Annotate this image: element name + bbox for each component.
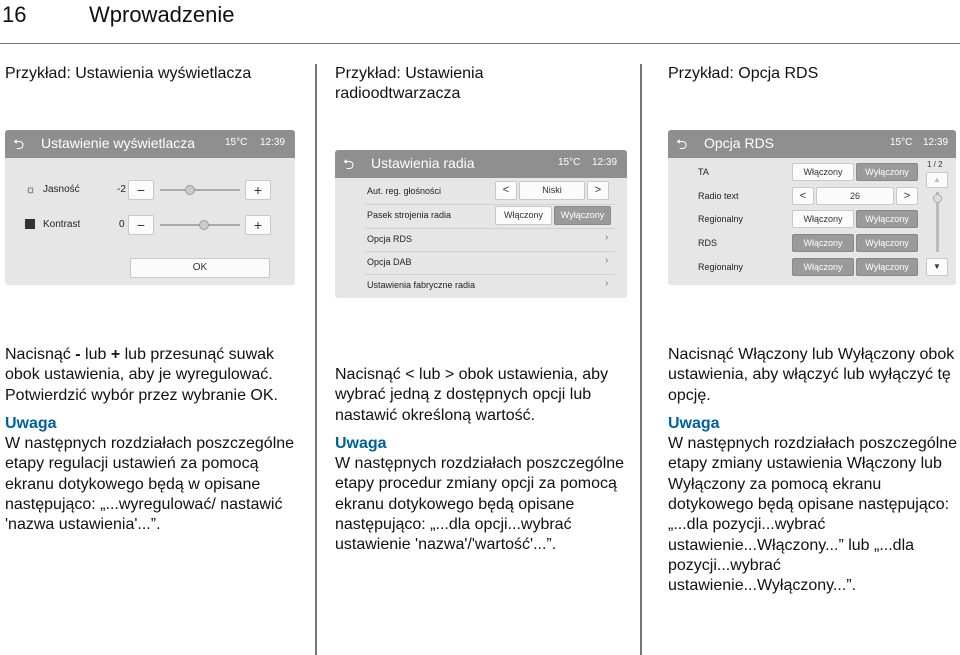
divider bbox=[365, 204, 615, 205]
off-term: Wyłączony bbox=[668, 475, 746, 493]
contrast-plus-button[interactable]: + bbox=[245, 215, 271, 235]
divider bbox=[365, 251, 615, 252]
ok-term: OK bbox=[250, 386, 274, 404]
screen-rds-option bbox=[668, 130, 956, 285]
col3-text bbox=[668, 345, 958, 597]
screen-display-settings bbox=[5, 130, 295, 285]
note-text: W następnych rozdziałach poszczególne etapy regulacji ustawień za pomocą ekranu dotykowego będą w opisane następująco: „...wyregulować/ nastawić 'nazwa ustawienia'...”. bbox=[5, 435, 295, 534]
text: ...” lub „...dla pozycji...wybrać ustawienie... bbox=[668, 536, 915, 595]
ta-on-button[interactable]: Włączony bbox=[792, 163, 854, 181]
text: lub bbox=[807, 346, 838, 363]
auto-volume-value: Niski bbox=[519, 181, 585, 200]
text: Nacisnąć bbox=[668, 346, 739, 363]
contrast-icon bbox=[25, 219, 35, 229]
col1-text bbox=[5, 345, 305, 536]
text: lub przesunąć suwak obok ustawienia, aby je wyregulować. bbox=[5, 346, 275, 384]
scroll-down-button[interactable]: ▼ bbox=[926, 258, 948, 276]
scroll-up-button[interactable]: ▲ bbox=[926, 172, 948, 188]
note-title: Uwaga bbox=[335, 434, 387, 452]
chevron-right-icon[interactable]: › bbox=[605, 278, 609, 289]
page-number: 16 bbox=[2, 2, 27, 27]
tuning-bar-on-button[interactable]: Włączony bbox=[495, 206, 552, 225]
divider bbox=[365, 228, 615, 229]
caption-radio-settings: Przykład: Ustawienia radioodtwarzacza bbox=[335, 65, 484, 102]
prev-button[interactable]: < bbox=[495, 181, 517, 200]
temperature: 15°C bbox=[890, 137, 913, 148]
chevron-right-icon[interactable]: › bbox=[605, 255, 609, 266]
text: za pomocą ekranu dotykowego będą opisane następująco: „...dla pozycji...wybrać ustawienie... bbox=[668, 475, 950, 554]
brightness-plus-button[interactable]: + bbox=[245, 180, 271, 200]
caption-display-settings: Przykład: Ustawienia wyświetlacza bbox=[5, 65, 252, 82]
column-divider bbox=[640, 64, 642, 655]
on-term: Włączony bbox=[846, 455, 917, 473]
back-arrow-icon[interactable]: ⮌ bbox=[343, 156, 355, 172]
clock: 12:39 bbox=[260, 137, 286, 148]
contrast-slider-knob[interactable] bbox=[199, 220, 209, 230]
contrast-label: Kontrast bbox=[43, 219, 81, 230]
rds-on-button[interactable]: Włączony bbox=[792, 234, 854, 252]
temperature: 15°C bbox=[225, 137, 248, 148]
ta-off-button[interactable]: Wyłączony bbox=[856, 163, 918, 181]
less-than-symbol: < bbox=[405, 366, 415, 383]
back-arrow-icon[interactable]: ⮌ bbox=[13, 136, 25, 152]
text: lub bbox=[916, 455, 942, 473]
tuning-bar-label: Pasek strojenia radia bbox=[367, 210, 452, 220]
screen-title-bar bbox=[335, 150, 627, 178]
brightness-slider-knob[interactable] bbox=[185, 185, 195, 195]
note-title: Uwaga bbox=[5, 414, 57, 432]
regional-on-button-2[interactable]: Włączony bbox=[792, 258, 854, 276]
radio-text-label: Radio text bbox=[698, 191, 739, 201]
screen-title: Ustawienia radia bbox=[371, 155, 475, 171]
text: ...”. bbox=[832, 577, 857, 595]
screen-title: Opcja RDS bbox=[704, 135, 775, 151]
text: Potwierdzić wybór przez wybranie bbox=[5, 386, 251, 404]
regional-label-2: Regionalny bbox=[698, 262, 744, 272]
brightness-label: Jasność bbox=[43, 184, 80, 195]
plus-symbol: + bbox=[110, 346, 121, 363]
text: . bbox=[273, 386, 278, 404]
rds-option-label[interactable]: Opcja RDS bbox=[367, 234, 413, 244]
chevron-right-icon[interactable]: › bbox=[605, 232, 609, 243]
page-title: Wprowadzenie bbox=[89, 2, 235, 27]
scrollbar-thumb[interactable] bbox=[933, 194, 942, 203]
divider bbox=[365, 274, 615, 275]
on-term: Włączony bbox=[756, 536, 826, 554]
greater-than-symbol: > bbox=[444, 366, 455, 383]
brightness-icon: ☼ bbox=[25, 182, 36, 196]
regional-label: Regionalny bbox=[698, 214, 744, 224]
tuning-bar-off-button[interactable]: Wyłączony bbox=[554, 206, 611, 225]
clock: 12:39 bbox=[923, 137, 949, 148]
column-divider bbox=[315, 64, 317, 655]
brightness-minus-button[interactable]: − bbox=[128, 180, 154, 200]
clock: 12:39 bbox=[592, 157, 618, 168]
rds-off-button[interactable]: Wyłączony bbox=[856, 234, 918, 252]
contrast-value: 0 bbox=[119, 219, 125, 230]
regional-off-button-2[interactable]: Wyłączony bbox=[856, 258, 918, 276]
text: lub bbox=[414, 366, 445, 383]
caption-rds-option: Przykład: Opcja RDS bbox=[668, 65, 819, 82]
auto-volume-label: Aut. reg. głośności bbox=[367, 186, 442, 196]
text: Nacisnąć bbox=[5, 346, 76, 363]
screen-radio-settings bbox=[335, 150, 627, 298]
contrast-minus-button[interactable]: − bbox=[128, 215, 154, 235]
brightness-value: -2 bbox=[117, 184, 126, 195]
text: obok ustawienia, aby włączyć lub wyłączyć tę opcję. bbox=[668, 346, 955, 404]
ok-button[interactable]: OK bbox=[130, 258, 270, 278]
col2-text bbox=[335, 365, 630, 556]
text: W następnych rozdziałach poszczególne etapy zmiany ustawienia bbox=[668, 435, 958, 473]
dab-option-label[interactable]: Opcja DAB bbox=[367, 257, 412, 267]
screen-title-bar bbox=[668, 130, 956, 158]
factory-settings-label[interactable]: Ustawienia fabryczne radia bbox=[367, 280, 476, 290]
off-term: Wyłączony bbox=[756, 577, 833, 595]
brightness-slider[interactable] bbox=[160, 189, 240, 191]
text: lub bbox=[80, 346, 111, 363]
screen-title-bar bbox=[5, 130, 295, 158]
radio-text-value: 26 bbox=[816, 187, 894, 205]
on-term: Włączony bbox=[738, 346, 808, 363]
page-header bbox=[0, 0, 960, 44]
prev-button[interactable]: < bbox=[792, 187, 814, 205]
temperature: 15°C bbox=[558, 157, 581, 168]
note-title: Uwaga bbox=[668, 414, 720, 432]
off-term: Wyłączony bbox=[837, 346, 916, 363]
next-button[interactable]: > bbox=[587, 181, 609, 200]
ta-label: TA bbox=[698, 167, 709, 177]
note-text: W następnych rozdziałach poszczególne etapy procedur zmiany opcji za pomocą ekranu dotykowego będą opisane następująco: „...dla opcji...wybrać ustawienie 'nazwa'/'wartość'...”. bbox=[335, 455, 625, 554]
next-button[interactable]: > bbox=[896, 187, 918, 205]
minus-symbol: - bbox=[75, 346, 81, 363]
regional-on-button[interactable]: Włączony bbox=[792, 210, 854, 228]
text: Nacisnąć bbox=[335, 366, 406, 383]
rds-label: RDS bbox=[698, 238, 718, 248]
screen-title: Ustawienie wyświetlacza bbox=[41, 135, 196, 151]
regional-off-button[interactable]: Wyłączony bbox=[856, 210, 918, 228]
text: obok ustawienia, aby wybrać jedną z dostępnych opcji lub nastawić określoną wartość. bbox=[335, 366, 609, 424]
back-arrow-icon[interactable]: ⮌ bbox=[676, 136, 688, 152]
page-indicator: 1 / 2 bbox=[927, 160, 943, 169]
